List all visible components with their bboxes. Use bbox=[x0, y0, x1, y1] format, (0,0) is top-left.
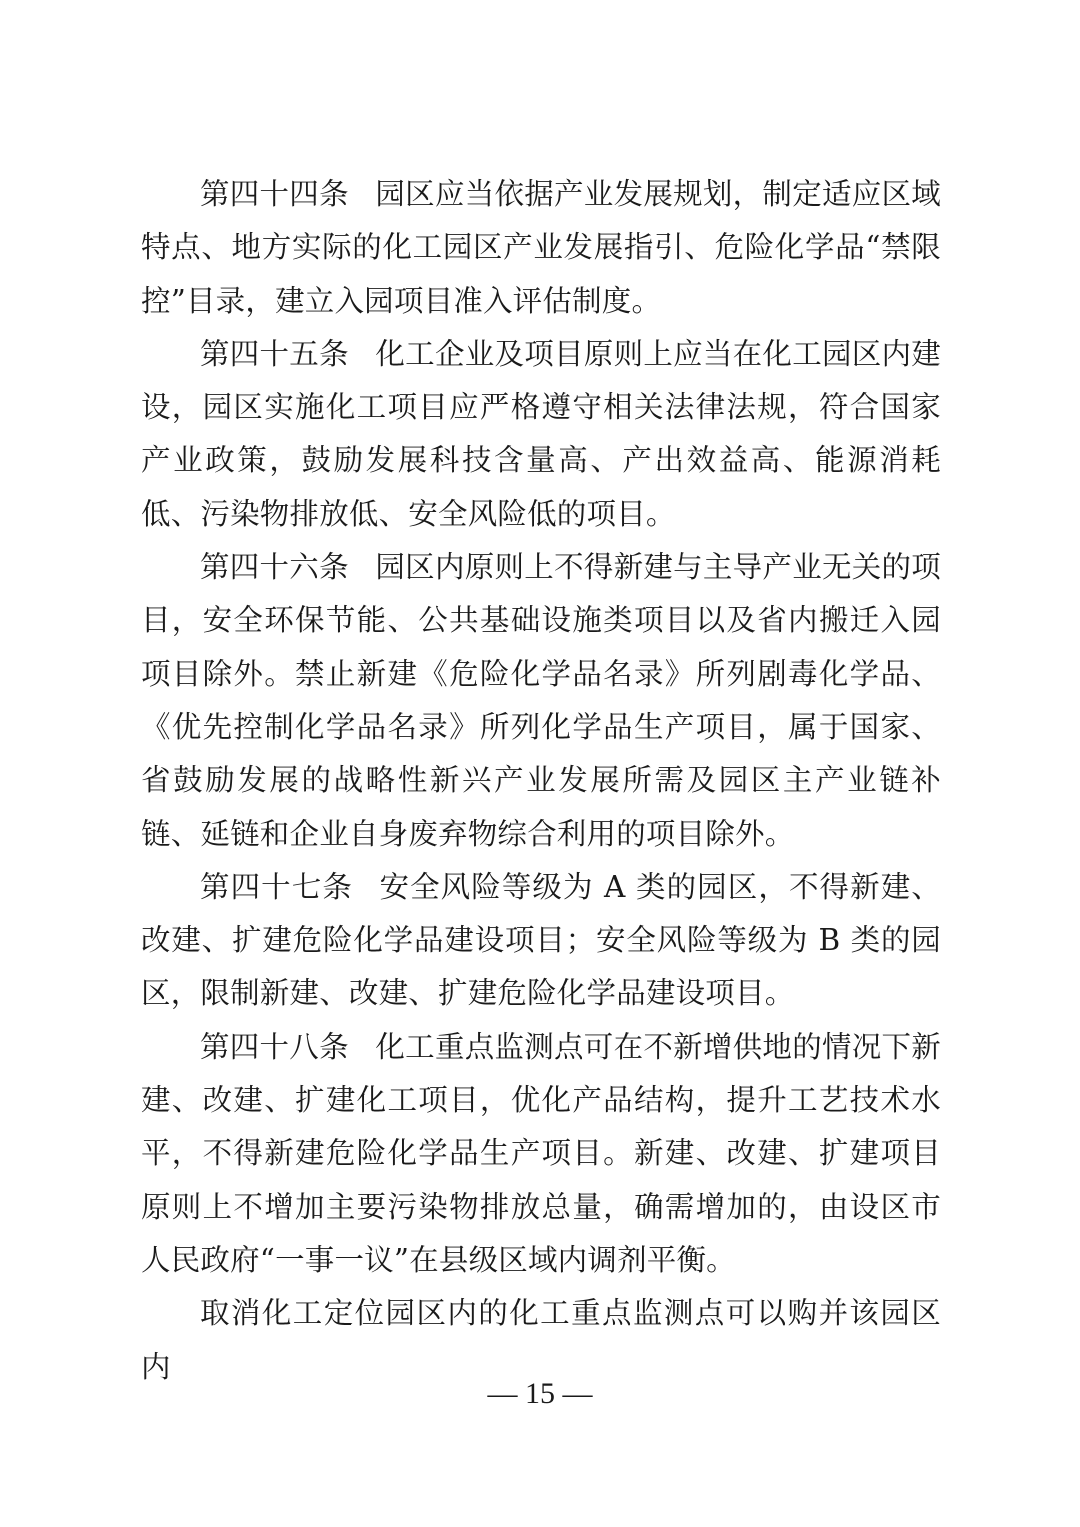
article-text: 安全风险等级为 A 类的园区，不得新建、改建、扩建危险化学品建设项目；安全风险等级为 B 类的园区，限制新建、改建、扩建危险化学品建设项目。 bbox=[141, 869, 941, 1011]
article-text: 园区应当依据产业发展规划，制定适应区域特点、地方实际的化工园区产业发展指引、危险化学品“禁限控”目录，建立入园项目准入评估制度。 bbox=[141, 177, 941, 318]
article-46-paragraph bbox=[141, 541, 941, 861]
article-number: 第四十八条 bbox=[200, 1029, 349, 1064]
article-44-paragraph bbox=[141, 168, 941, 328]
article-number: 第四十五条 bbox=[200, 336, 349, 371]
article-47-paragraph bbox=[141, 861, 941, 1021]
article-text: 化工企业及项目原则上应当在化工园区内建设，园区实施化工项目应严格遵守相关法律法规，符合国家产业政策，鼓励发展科技含量高、产出效益高、能源消耗低、污染物排放低、安全风险低的项目。 bbox=[141, 336, 941, 531]
article-48-paragraph bbox=[141, 1021, 941, 1287]
article-45-paragraph bbox=[141, 328, 941, 541]
page-number: — 15 — bbox=[487, 1377, 593, 1410]
article-text: 化工重点监测点可在不新增供地的情况下新建、改建、扩建化工项目，优化产品结构，提升工艺技术水平，不得新建危险化学品生产项目。新建、改建、扩建项目原则上不增加主要污染物排放总量，确需增加的，由设区市人民政府“一事一议”在县级区域内调剂平衡。 bbox=[141, 1029, 941, 1277]
document-body bbox=[141, 168, 941, 1394]
article-number: 第四十四条 bbox=[200, 177, 349, 211]
paragraph-text: 取消化工定位园区内的化工重点监测点可以购并该园区内 bbox=[141, 1296, 941, 1384]
article-number: 第四十七条 bbox=[200, 869, 353, 904]
article-text: 园区内原则上不得新建与主导产业无关的项目，安全环保节能、公共基础设施类项目以及省内搬迁入园项目除外。禁止新建《危险化学品名录》所列剧毒化学品、《优先控制化学品名录》所列化学品生产项目，属于国家、省鼓励发展的战略性新兴产业发展所需及园区主产业链补链、延链和企业自身废弃物综合利用的项目除外。 bbox=[141, 550, 941, 851]
article-number: 第四十六条 bbox=[200, 550, 349, 585]
